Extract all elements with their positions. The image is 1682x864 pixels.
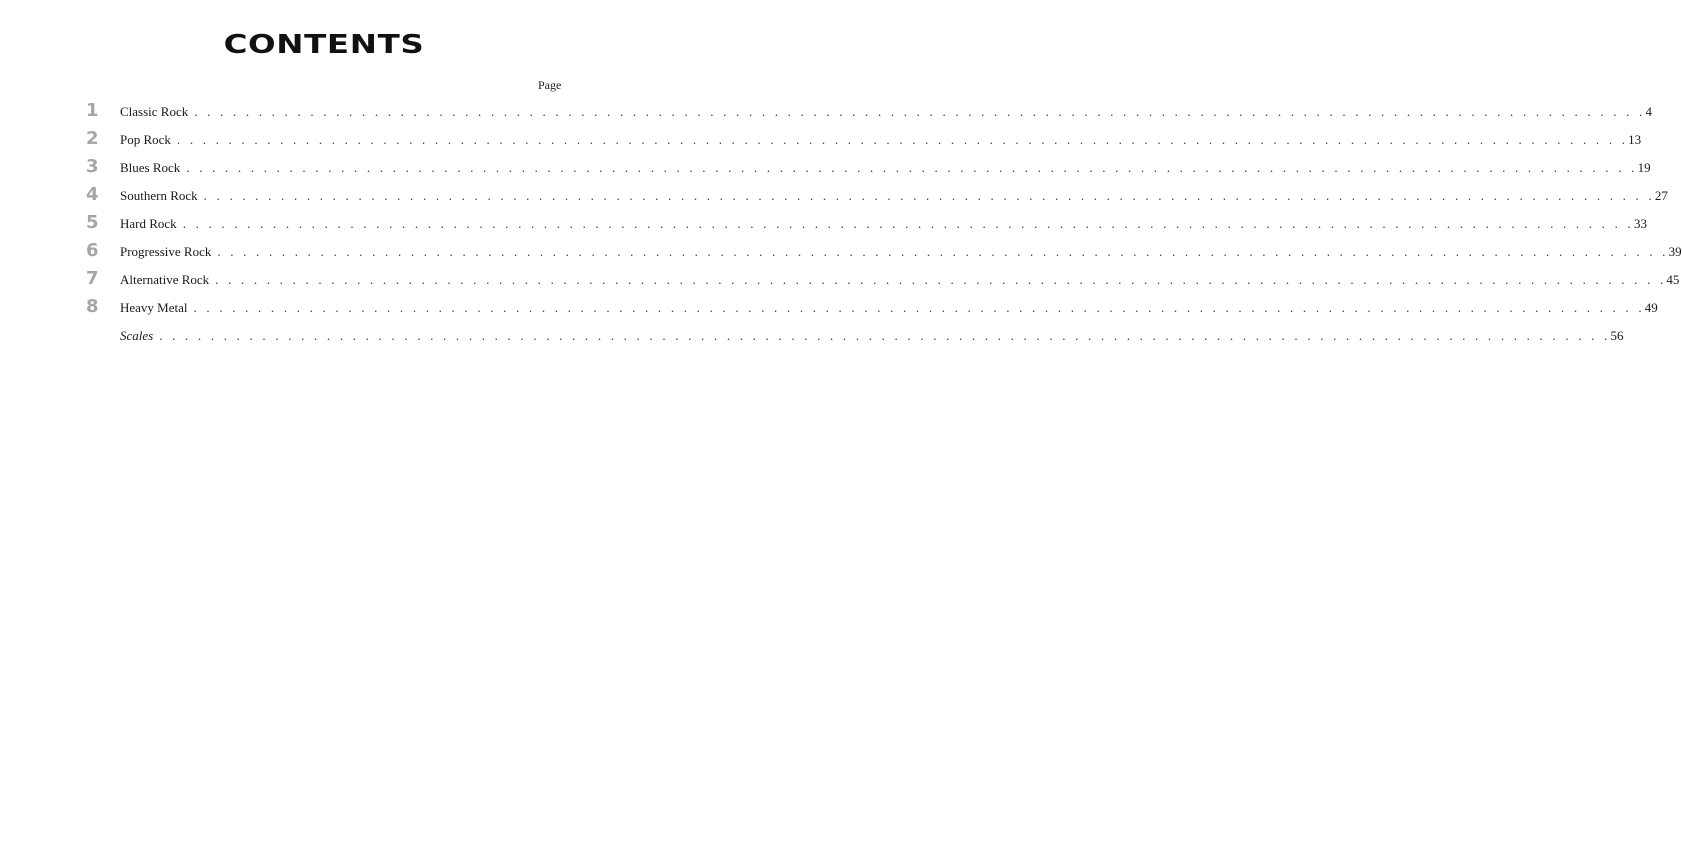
- chapter-number: 4: [86, 184, 99, 205]
- chapter-title: Scales: [120, 328, 154, 343]
- dot-leader: . . . . . . . . . . . . . . . . . . . . . . . . . . . . . . . . . . . . . . . . . . . . . . . . . . . . . . . . . . . . . . . . . . . . . . . . . . . . . . . . . . . . . . . . . . . . . . . . . . . . . . . . . . . . . . . . .: [193, 300, 1645, 315]
- toc-entry-scales[interactable]: [0, 324, 1624, 348]
- toc-entry-southern-rock[interactable]: [0, 184, 1668, 208]
- chapter-page-number: 19: [1637, 160, 1651, 175]
- dot-leader: . . . . . . . . . . . . . . . . . . . . . . . . . . . . . . . . . . . . . . . . . . . . . . . . . . . . . . . . . . . . . . . . . . . . . . . . . . . . . . . . . . . . . . . . . . . . . . . . . . . . . . . . . . . . . . . . .: [194, 104, 1646, 119]
- chapter-page-number: 39: [1668, 244, 1682, 259]
- chapter-number: 5: [86, 212, 99, 233]
- toc-entry-hard-rock[interactable]: [0, 212, 1647, 236]
- toc-entry-heavy-metal[interactable]: [0, 296, 1658, 320]
- chapter-number: 2: [86, 128, 99, 149]
- toc-entry-progressive-rock[interactable]: [0, 240, 1682, 264]
- chapter-title: Heavy Metal: [120, 300, 188, 315]
- chapter-number: 7: [86, 268, 99, 289]
- dot-leader: . . . . . . . . . . . . . . . . . . . . . . . . . . . . . . . . . . . . . . . . . . . . . . . . . . . . . . . . . . . . . . . . . . . . . . . . . . . . . . . . . . . . . . . . . . . . . . . . . . . . . . . . . . . . . . . . .: [159, 328, 1611, 343]
- dot-leader: . . . . . . . . . . . . . . . . . . . . . . . . . . . . . . . . . . . . . . . . . . . . . . . . . . . . . . . . . . . . . . . . . . . . . . . . . . . . . . . . . . . . . . . . . . . . . . . . . . . . . . . . . . . . . . . . .: [217, 244, 1669, 259]
- chapter-page-number: 4: [1645, 104, 1652, 119]
- chapter-number: 6: [86, 240, 99, 261]
- chapter-title: Hard Rock: [120, 216, 177, 231]
- dot-leader: . . . . . . . . . . . . . . . . . . . . . . . . . . . . . . . . . . . . . . . . . . . . . . . . . . . . . . . . . . . . . . . . . . . . . . . . . . . . . . . . . . . . . . . . . . . . . . . . . . . . . . . . . . . . . . . . .: [186, 160, 1638, 175]
- page-column-label: Page: [538, 78, 562, 92]
- chapter-title: Alternative Rock: [120, 272, 210, 287]
- chapter-page-number: 49: [1644, 300, 1658, 315]
- toc-entry-alternative-rock[interactable]: [0, 268, 1680, 292]
- dot-leader: . . . . . . . . . . . . . . . . . . . . . . . . . . . . . . . . . . . . . . . . . . . . . . . . . . . . . . . . . . . . . . . . . . . . . . . . . . . . . . . . . . . . . . . . . . . . . . . . . . . . . . . . . . . . . . . . .: [182, 216, 1634, 231]
- chapter-title: Southern Rock: [120, 188, 198, 203]
- dot-leader: . . . . . . . . . . . . . . . . . . . . . . . . . . . . . . . . . . . . . . . . . . . . . . . . . . . . . . . . . . . . . . . . . . . . . . . . . . . . . . . . . . . . . . . . . . . . . . . . . . . . . . . . . . . . . . . . .: [203, 188, 1655, 203]
- toc-entry-classic-rock[interactable]: [0, 100, 1652, 124]
- chapter-page-number: 33: [1633, 216, 1647, 231]
- toc-entry-blues-rock[interactable]: [0, 156, 1651, 180]
- chapter-page-number: 56: [1610, 328, 1624, 343]
- chapter-title: Pop Rock: [120, 132, 171, 147]
- chapter-title: Progressive Rock: [120, 244, 212, 259]
- chapter-title: Classic Rock: [120, 104, 189, 119]
- toc-entry-pop-rock[interactable]: [0, 128, 1642, 152]
- chapter-title: Blues Rock: [120, 160, 181, 175]
- dot-leader: . . . . . . . . . . . . . . . . . . . . . . . . . . . . . . . . . . . . . . . . . . . . . . . . . . . . . . . . . . . . . . . . . . . . . . . . . . . . . . . . . . . . . . . . . . . . . . . . . . . . . . . . . . . . . . . . .: [176, 132, 1629, 147]
- chapter-number: 1: [86, 100, 99, 121]
- chapter-number: 8: [86, 296, 99, 317]
- chapter-page-number: 27: [1654, 188, 1668, 203]
- chapter-number: 3: [86, 156, 99, 177]
- dot-leader: . . . . . . . . . . . . . . . . . . . . . . . . . . . . . . . . . . . . . . . . . . . . . . . . . . . . . . . . . . . . . . . . . . . . . . . . . . . . . . . . . . . . . . . . . . . . . . . . . . . . . . . . . . . . . . . . .: [215, 272, 1667, 287]
- chapter-page-number: 13: [1628, 132, 1642, 147]
- chapter-page-number: 45: [1666, 272, 1680, 287]
- page-title: CONTENTS: [223, 30, 425, 60]
